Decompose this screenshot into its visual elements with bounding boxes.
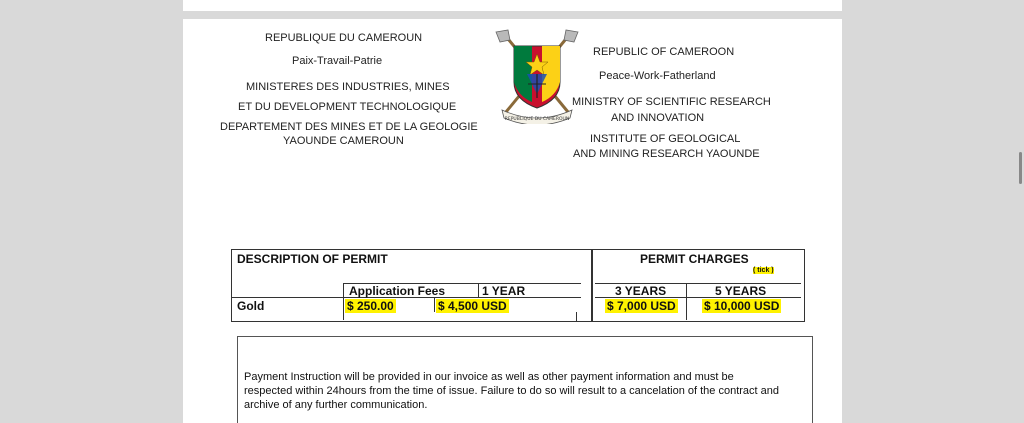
header-left-line5: DEPARTEMENT DES MINES ET DE LA GEOLOGIE — [220, 121, 478, 133]
header-right-line3: MINISTRY OF SCIENTIFIC RESEARCH — [572, 96, 771, 108]
header-right-line5: INSTITUTE OF GEOLOGICAL — [590, 133, 741, 145]
scrollbar-thumb[interactable] — [1019, 152, 1022, 184]
one-year-header: 1 YEAR — [482, 284, 526, 298]
header-left-line4: ET DU DEVELOPMENT TECHNOLOGIQUE — [238, 101, 457, 113]
previous-page-bottom — [183, 0, 842, 11]
payment-instruction-box — [237, 336, 813, 423]
col-rule-1 — [343, 283, 344, 320]
col-rule-4 — [686, 283, 687, 320]
header-left-line6: YAOUNDE CAMEROUN — [283, 135, 404, 147]
three-years-header: 3 YEARS — [615, 284, 667, 298]
tick-note: ( tick ) — [753, 267, 774, 274]
header-right-line1: REPUBLIC OF CAMEROON — [593, 46, 735, 58]
header-left-line3: MINISTERES DES INDUSTRIES, MINES — [246, 81, 450, 93]
header-right-line4: AND INNOVATION — [611, 112, 705, 124]
header-left-line1: REPUBLIQUE DU CAMEROUN — [265, 32, 423, 44]
description-header: DESCRIPTION OF PERMIT — [237, 252, 388, 266]
row-label-gold: Gold — [237, 299, 265, 313]
coat-of-arms-emblem — [494, 28, 580, 124]
header-right-line2: Peace-Work-Fatherland — [599, 70, 716, 82]
col-rule-3 — [434, 297, 435, 312]
charges-header: PERMIT CHARGES — [640, 252, 749, 266]
application-fees-header: Application Fees — [349, 284, 446, 298]
svg-text:REPUBLIQUE DU CAMEROUN: REPUBLIQUE DU CAMEROUN — [504, 117, 570, 122]
header-left-line2: Paix-Travail-Patrie — [292, 55, 383, 67]
col-rule-2 — [478, 283, 479, 298]
one-year-value: $ 4,500 USD — [438, 299, 507, 313]
payment-instruction-text: Payment Instruction will be provided in our invoice as well as other payment information and must be respected within 24hours from the time of issue. Failure to do so will result to a cancelation of the contract and archive of any further communication. — [244, 371, 779, 411]
application-fee-value: $ 250.00 — [347, 299, 394, 313]
five-years-header: 5 YEARS — [715, 284, 767, 298]
cursor-mark — [576, 312, 577, 322]
document-page — [183, 19, 842, 423]
label-row-rule — [231, 297, 343, 298]
five-years-value: $ 10,000 USD — [704, 299, 780, 313]
three-years-value: $ 7,000 USD — [607, 299, 676, 313]
header-right-line6: AND MINING RESEARCH YAOUNDE — [573, 148, 760, 160]
